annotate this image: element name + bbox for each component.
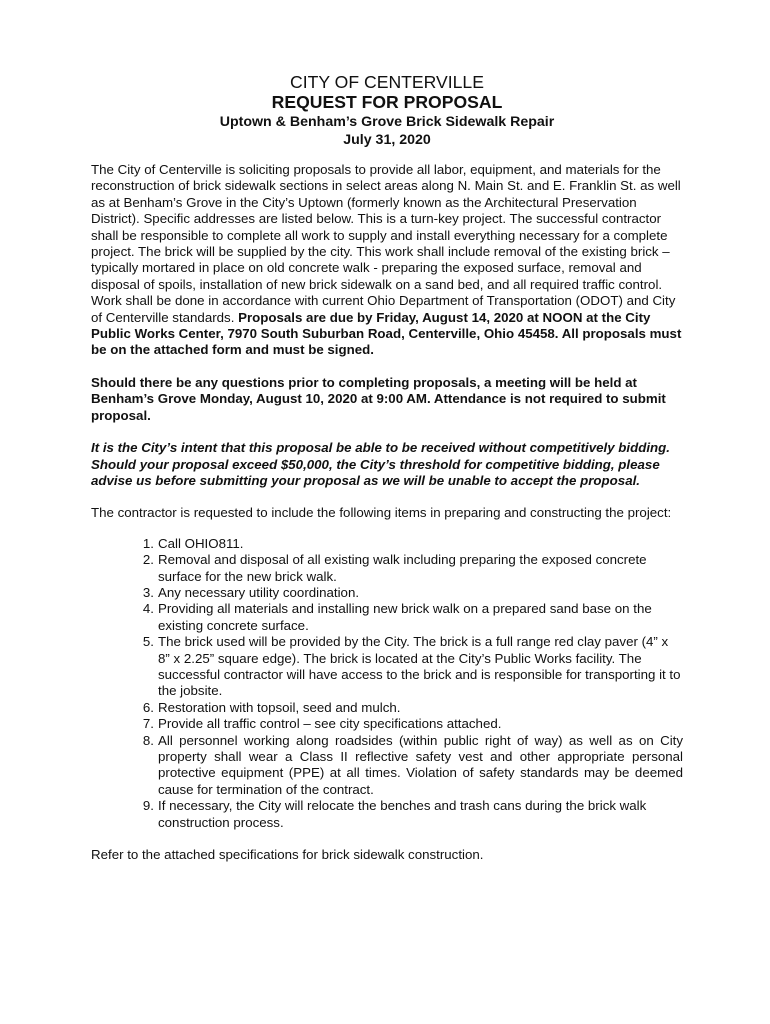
list-item-text: Any necessary utility coordination. (158, 584, 360, 600)
intro-text: The City of Centerville is soliciting proposals to provide all labor, equipment, and materials for the reconstruction of brick sidewalk sections in select areas along N. Main St. and E. Franklin St. as well as at Benham’s Grove in the City’s Uptown (formerly known as the Architectural Preservation District). Specific addresses are listed below. This is a turn-key project. The successful contractor shall be responsible to complete all work to supply and install everything necessary for a complete project. The brick will be supplied by the city. This work shall include removal of the existing brick – typically mortared in place on old concrete walk - preparing the exposed surface, removal and disposal of spoils, installation of new brick sidewalk on a sand bed, and all required traffic control. Work shall be done in accordance with current Ohio Department of Transportation (ODOT) and City of Centerville standards. (91, 162, 681, 325)
due-date-text: Proposals are due by Friday, August 14, 2020 at NOON at the City Public Works Center, 7970 South Suburban Road, Centerville, Ohio 45458. All proposals must be on the attached form and must be signed. (91, 309, 682, 358)
list-item (91, 536, 683, 552)
list-item-text: If necessary, the City will relocate the benches and trash cans during the brick walk construction process. (158, 798, 647, 830)
list-item-text: Providing all materials and installing new brick walk on a prepared sand base on the existing concrete surface. (158, 601, 652, 633)
document-page (91, 72, 683, 863)
document-type-title: REQUEST FOR PROPOSAL (271, 92, 503, 112)
list-item-number: 5. (142, 634, 154, 650)
list-item-text: Call OHIO811. (158, 535, 244, 551)
list-item-text: All personnel working along roadsides (within public right of way) as well as on City property shall wear a Class II reflective safety vest and other appropriate personal protective equipment (PPE) at all times. Violation of safety standards may be deemed cause for termination of the contract. (158, 732, 683, 797)
list-item (91, 634, 683, 700)
list-item-number: 3. (142, 584, 154, 600)
list-item-number: 1. (142, 535, 154, 551)
list-item-number: 6. (142, 699, 154, 715)
list-item-text: The brick used will be provided by the City. The brick is a full range red clay paver (4” x 8” x 2.25” square edge). The brick is located at the City’s Public Works facility. The successful contractor will have access to the brick and is responsible for transporting it to the jobsite. (158, 634, 681, 699)
list-item (91, 585, 683, 601)
document-date: July 31, 2020 (343, 132, 431, 148)
list-item-text: Provide all traffic control – see city specifications attached. (158, 716, 502, 732)
intro-paragraph (91, 162, 683, 359)
list-item (91, 716, 683, 732)
city-name: CITY OF CENTERVILLE (290, 72, 484, 92)
list-item (91, 733, 683, 799)
list-item-number: 4. (142, 601, 154, 617)
intent-notice: It is the City’s intent that this proposal be able to be received without competitively bidding. Should your proposal exceed $50,000, the City’s threshold for competitive bidding, please advise us before submitting your proposal as we will be unable to accept the proposal. (91, 440, 670, 488)
list-item (91, 700, 683, 716)
list-item (91, 552, 683, 585)
project-title: Uptown & Benham’s Grove Brick Sidewalk Repair (219, 114, 555, 130)
list-item-number: 2. (142, 552, 154, 568)
list-item-number: 9. (142, 798, 154, 814)
list-item-text: Restoration with topsoil, seed and mulch. (158, 699, 401, 715)
closing-text: Refer to the attached specifications for brick sidewalk construction. (91, 847, 484, 863)
items-intro: The contractor is requested to include the following items in preparing and constructing the project: (91, 505, 672, 521)
list-item-text: Removal and disposal of all existing walk including preparing the exposed concrete surface for the new brick walk. (158, 552, 647, 584)
document-header (91, 72, 683, 149)
list-item (91, 601, 683, 634)
meeting-notice: Should there be any questions prior to completing proposals, a meeting will be held at Benham’s Grove Monday, August 10, 2020 at 9:00 AM. Attendance is not required to submit proposal. (91, 374, 666, 423)
requirements-list (91, 536, 683, 831)
list-item-number: 8. (142, 732, 154, 748)
list-item (91, 798, 683, 831)
list-item-number: 7. (142, 716, 154, 732)
